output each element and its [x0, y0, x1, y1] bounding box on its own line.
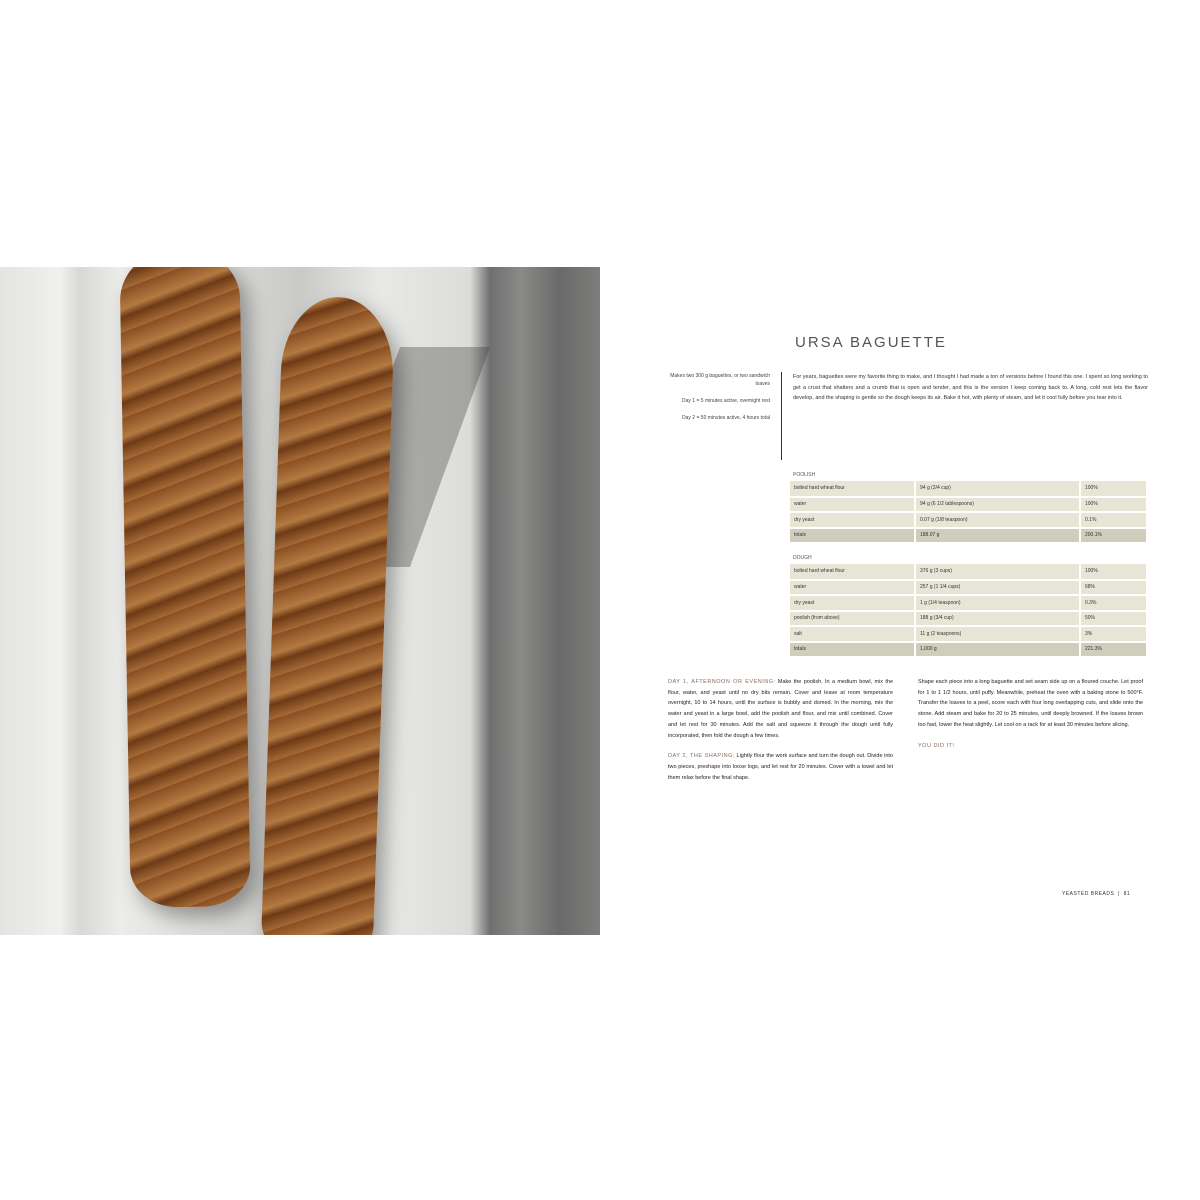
- ingredient-row: [790, 481, 1147, 497]
- section-name: YEASTED BREADS: [1062, 891, 1115, 897]
- ingredient-name: totals: [790, 642, 915, 658]
- recipe-intro: For years, baguettes were my favorite thing to make, and I thought I had made a ton of versions before I found this one. I spent so long working to get a crust that shatters and a crumb that is open and tender, and this is the version I keep coming back to. A long, cold rest lets the flavor develop, and the shaping is gentle so the dough keeps its air. Bake it hot, with plenty of steam, and let it cool fully before you tear into it.: [793, 374, 1148, 401]
- ingredient-amount: 94 g (6 1/2 tablespoons): [915, 497, 1080, 513]
- ingredient-row: [790, 580, 1147, 596]
- bakers-percentage: 100%: [1080, 564, 1147, 580]
- ingredient-row: [790, 595, 1147, 611]
- ingredient-row: [790, 512, 1147, 528]
- ingredient-name: water: [790, 580, 915, 596]
- step-text: Shape each piece into a long baguette and set seam side up on a floured couche. Let proof for 1 to 1 1/2 hours, until puffy. Meanwhile, preheat the oven with a baking stone to 500°F. Transfer the loaves to a peel, score each with four long overlapping cuts, and slide onto the stone. Add steam and bake for 20 to 25 minutes, until deeply browned. If the loaves brown too fast, lower the heat slightly. Let cool on a rack for at least 30 minutes before slicing.: [918, 679, 1143, 728]
- recipe-timing-sidebar: [670, 372, 770, 431]
- ingredient-name: totals: [790, 528, 915, 544]
- ingredient-amount: 188 g (3/4 cup): [915, 611, 1080, 627]
- bakers-percentage: 0.3%: [1080, 595, 1147, 611]
- dough-label: DOUGH: [793, 555, 812, 561]
- recipe-title: URSA BAGUETTE: [795, 334, 947, 351]
- ingredient-amount: 1 g (1/4 teaspoon): [915, 595, 1080, 611]
- baguette-loaf: [261, 295, 396, 935]
- bakers-percentage: 0.1%: [1080, 512, 1147, 528]
- ingredient-name: poolish (from above): [790, 611, 915, 627]
- step-lead: DAY 1, AFTERNOON OR EVENING:: [668, 679, 776, 685]
- dough-table: [790, 564, 1148, 658]
- ingredient-row: [790, 626, 1147, 642]
- page-folio: YEASTED BREADS | 81: [1062, 891, 1131, 897]
- bakers-percentage: 221.3%: [1080, 642, 1147, 658]
- yield-note: Makes two 300 g baguettes, or two sandwich loaves: [670, 373, 770, 387]
- ingredient-row: [790, 611, 1147, 627]
- baguette-photo: [0, 267, 600, 935]
- baguette-loaf: [119, 267, 251, 908]
- bakers-percentage: 68%: [1080, 580, 1147, 596]
- poolish-table: [790, 481, 1148, 544]
- ingredient-amount: 257 g (1 1/4 cups): [915, 580, 1080, 596]
- day1-timing: Day 1 = 5 minutes active, overnight rest: [682, 398, 770, 404]
- method-column-2: [918, 677, 1143, 761]
- ingredient-amount: 11 g (2 teaspoons): [915, 626, 1080, 642]
- poolish-label: POOLISH: [793, 472, 816, 478]
- bakers-percentage: 3%: [1080, 626, 1147, 642]
- bakers-percentage: 100%: [1080, 497, 1147, 513]
- ingredient-name: dry yeast: [790, 512, 915, 528]
- ingredient-name: bolted hard wheat flour: [790, 564, 915, 580]
- step-text: Lightly flour the work surface and turn the dough out. Divide into two pieces, preshape into loose logs, and let rest for 20 minutes. Cover with a towel and let them relax before the final shape.: [668, 753, 893, 781]
- bakers-percentage: 100%: [1080, 481, 1147, 497]
- ingredient-amount: 94 g (3/4 cup): [915, 481, 1080, 497]
- ingredient-row: [790, 564, 1147, 580]
- bakers-percentage: 50%: [1080, 611, 1147, 627]
- ingredient-row: [790, 528, 1147, 544]
- ingredient-amount: 0.07 g (1/8 teaspoon): [915, 512, 1080, 528]
- step-lead: DAY 2, THE SHAPING:: [668, 753, 735, 760]
- ingredient-name: salt: [790, 626, 915, 642]
- step-text: Make the poolish. In a medium bowl, mix the flour, water, and yeast until no dry bits remain. Cover and leave at room temperature overnight, 10 to 14 hours, until the surface is bubbly and domed. In the morning, mix the water and yeast in a large bowl, add the poolish and flour, and mix until combined. Cover and let rest for 30 minutes. Add the salt and squeeze it through the dough until fully incorporated, then fold the dough a few times.: [668, 679, 893, 739]
- day2-timing: Day 2 = 50 minutes active, 4 hours total: [682, 415, 770, 421]
- ingredient-amount: 1,000 g: [915, 642, 1080, 658]
- closing-note: YOU DID IT!: [918, 742, 955, 749]
- ingredient-row: [790, 642, 1147, 658]
- divider: [781, 372, 782, 460]
- ingredient-name: bolted hard wheat flour: [790, 481, 915, 497]
- ingredient-row: [790, 497, 1147, 513]
- ingredient-name: water: [790, 497, 915, 513]
- ingredient-amount: 188.07 g: [915, 528, 1080, 544]
- ingredient-amount: 376 g (3 cups): [915, 564, 1080, 580]
- ingredient-name: dry yeast: [790, 595, 915, 611]
- method-column-1: [668, 677, 893, 793]
- bakers-percentage: 200.1%: [1080, 528, 1147, 544]
- page-number: 81: [1123, 891, 1131, 897]
